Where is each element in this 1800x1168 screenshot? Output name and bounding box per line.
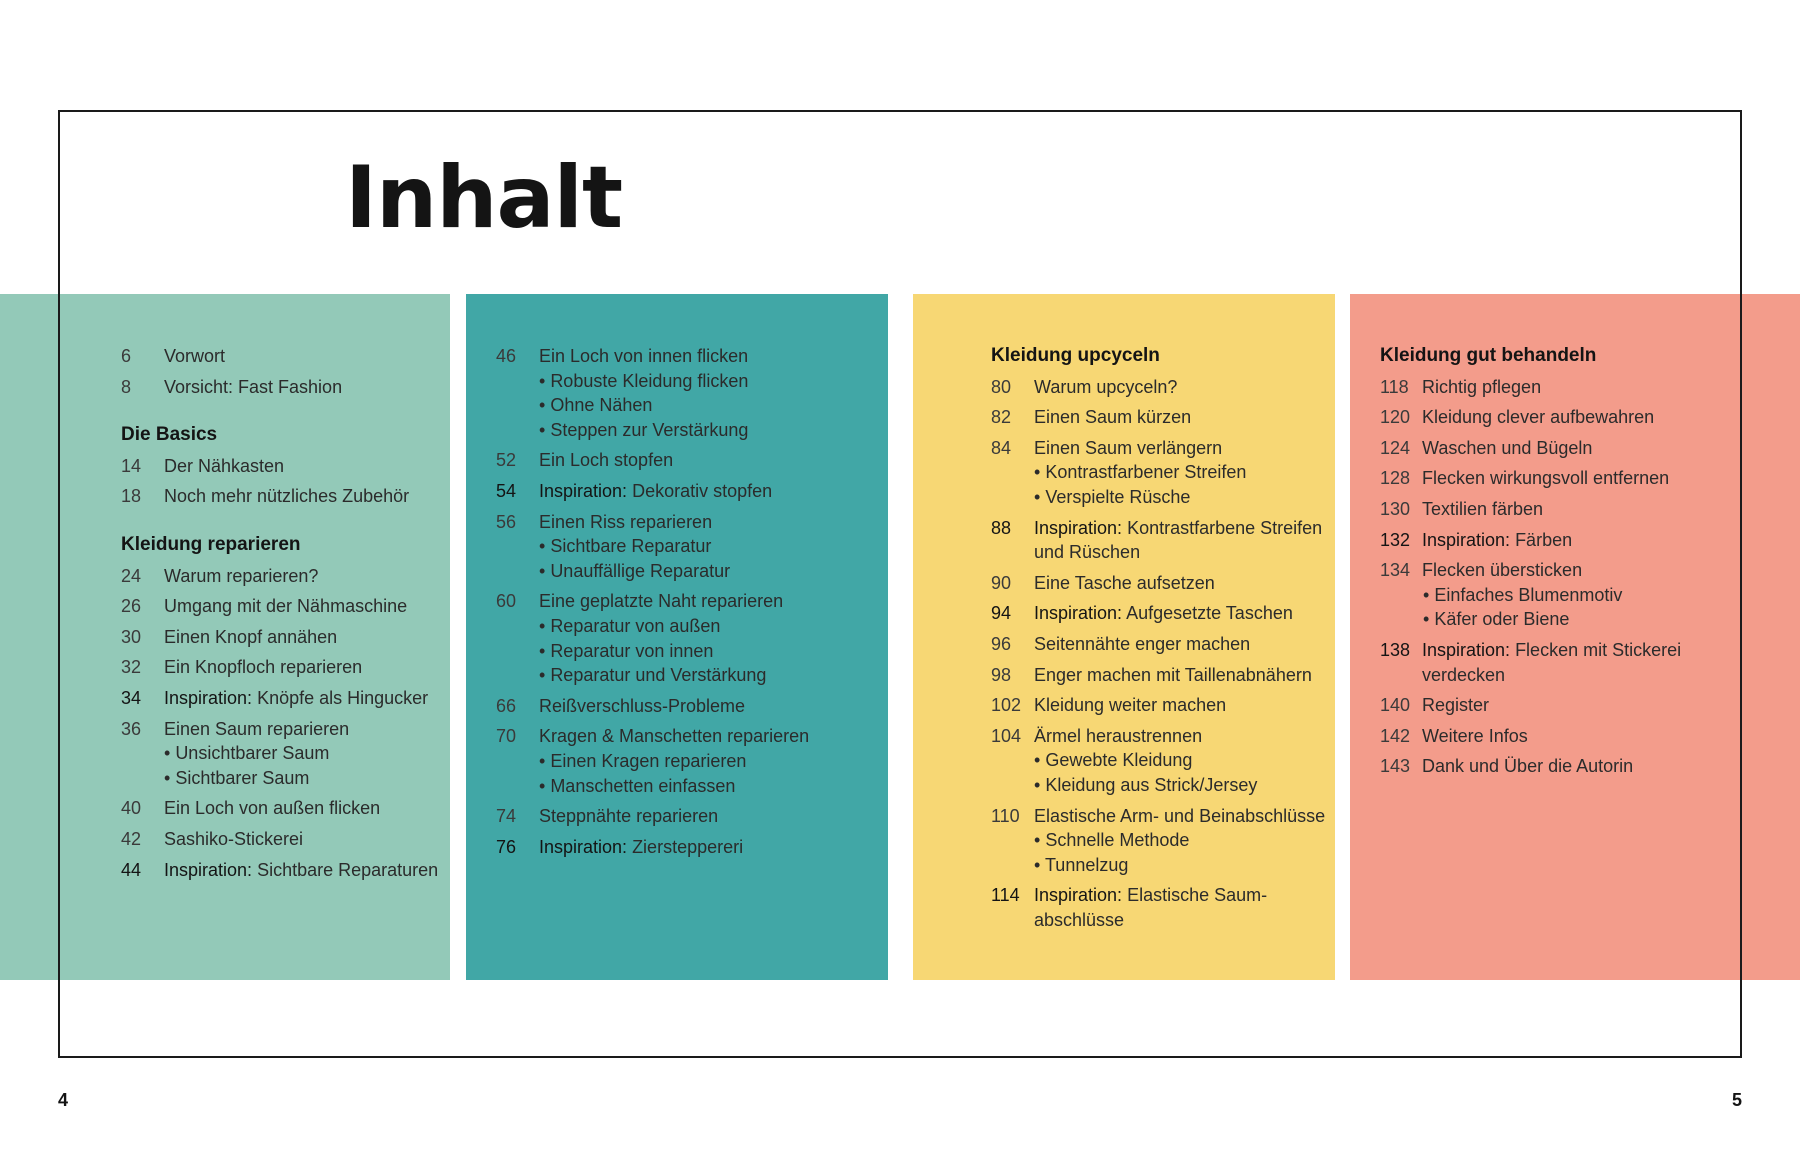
toc-entry[interactable] [496, 479, 881, 504]
sub-entries [496, 534, 881, 583]
page-number: 120 [1380, 407, 1411, 428]
inspiration-label: Inspiration: [539, 836, 628, 857]
entry-title [164, 594, 441, 619]
entry-title [164, 827, 441, 852]
entry-title [1422, 558, 1710, 583]
inspiration-label: Inspiration: [539, 480, 628, 501]
page-number: 134 [1380, 560, 1411, 581]
entry-text: Knöpfe als Hingucker [252, 687, 429, 708]
entry-text: Kleidung clever aufbewahren [1422, 407, 1655, 428]
page-number: 46 [496, 346, 517, 366]
toc-entry[interactable] [496, 448, 881, 473]
toc-entry[interactable] [121, 686, 441, 711]
toc-entry[interactable] [121, 454, 441, 479]
entry-text: Enger machen mit Taillenabnähern [1034, 664, 1312, 685]
sub-entries [496, 614, 881, 688]
section-heading: Kleidung gut behandeln [1380, 345, 1597, 366]
entry-text: Waschen und Bügeln [1422, 437, 1593, 458]
page-number: 76 [496, 836, 517, 857]
toc-column-2 [496, 344, 881, 859]
toc-entry[interactable] [496, 589, 881, 614]
entry-title [1422, 638, 1710, 687]
page-number: 44 [121, 859, 142, 880]
sub-entry[interactable]: • Reparatur von innen [539, 639, 881, 664]
entry-title [539, 694, 881, 719]
inspiration-label: Inspiration: [1034, 517, 1123, 538]
toc-entry[interactable] [121, 625, 441, 650]
toc-panel-3 [913, 294, 1335, 980]
entry-title [1034, 405, 1331, 430]
sub-entries [1380, 583, 1710, 632]
entry-text: Sashiko-Stickerei [164, 828, 304, 849]
page-number-left: 4 [58, 1090, 69, 1110]
toc-entry[interactable] [1380, 497, 1710, 522]
toc-entry[interactable] [1380, 558, 1710, 583]
entry-title [1034, 571, 1331, 596]
toc-entry[interactable] [991, 724, 1331, 749]
toc-entry[interactable] [121, 796, 441, 821]
entry-text: Noch mehr nützliches Zubehör [164, 486, 410, 507]
page-number: 82 [991, 407, 1012, 428]
toc-column-4 [1380, 344, 1710, 779]
toc-entry[interactable] [1380, 528, 1710, 553]
toc-entry[interactable] [121, 594, 441, 619]
entry-title [1422, 693, 1710, 718]
toc-entry[interactable] [1380, 638, 1710, 687]
entry-text: Vorsicht: Fast Fashion [164, 376, 343, 397]
entry-title [164, 858, 441, 883]
page-number: 124 [1380, 437, 1411, 458]
page-number: 70 [496, 726, 517, 747]
page-number: 56 [496, 511, 517, 532]
page-number: 40 [121, 798, 142, 819]
entry-title [1422, 497, 1710, 522]
toc-entry[interactable] [991, 804, 1331, 829]
entry-title [164, 686, 441, 711]
sub-entry[interactable]: • Reparatur und Verstärkung [539, 663, 881, 688]
sub-entry[interactable]: • Gewebte Kleidung [1034, 748, 1331, 773]
page-number: 14 [121, 455, 142, 476]
toc-column-3 [991, 344, 1331, 932]
entry-text: Sichtbare Reparaturen [252, 859, 439, 880]
toc-entry[interactable] [496, 804, 881, 829]
page-number: 110 [991, 805, 1020, 826]
page-number: 132 [1380, 529, 1411, 550]
entry-text: Dank und Über die Autorin [1422, 756, 1634, 777]
sub-entry[interactable]: • Steppen zur Verstärkung [539, 418, 881, 443]
entry-title [539, 344, 881, 369]
entry-text: Einen Saum kürzen [1034, 407, 1192, 428]
toc-entry[interactable] [991, 883, 1331, 932]
entry-text: Ziersteppereri [627, 836, 744, 857]
entry-text: Ein Knopfloch reparieren [164, 657, 363, 678]
inspiration-label: Inspiration: [1034, 885, 1123, 906]
page-number: 34 [121, 687, 142, 708]
entry-title [1034, 724, 1331, 749]
entry-title [164, 564, 441, 589]
sub-entry[interactable]: • Manschetten einfassen [539, 774, 881, 799]
entry-title [164, 655, 441, 680]
page-number: 142 [1380, 725, 1411, 746]
entry-text: Warum reparieren? [164, 565, 319, 586]
toc-column-1 [121, 344, 441, 882]
entry-text: Kleidung weiter machen [1034, 695, 1227, 716]
entry-text: Textilien färben [1422, 498, 1544, 519]
entry-title [1422, 528, 1710, 553]
toc-entry[interactable] [496, 344, 881, 369]
page-number: 52 [496, 450, 517, 471]
entry-title [539, 835, 881, 860]
page-number: 80 [991, 376, 1012, 397]
toc-panel-4 [1350, 294, 1800, 980]
toc-entry[interactable] [991, 632, 1331, 657]
toc-entry[interactable] [991, 693, 1331, 718]
toc-entry[interactable] [121, 655, 441, 680]
toc-entry[interactable] [991, 663, 1331, 688]
entry-text: Einen Saum verlängern [1034, 437, 1223, 458]
inspiration-label: Inspiration: [1034, 603, 1123, 624]
page-number: 102 [991, 695, 1022, 716]
entry-text: Dekorativ stopfen [627, 480, 773, 501]
sub-entries [991, 460, 1331, 509]
page-number: 42 [121, 828, 142, 849]
entry-title [1034, 375, 1331, 400]
toc-entry[interactable] [991, 405, 1331, 430]
entry-text: Register [1422, 695, 1490, 716]
page-number: 118 [1380, 376, 1409, 397]
entry-title [1034, 632, 1331, 657]
entry-title [164, 344, 441, 369]
entry-title [1422, 754, 1710, 779]
toc-entry[interactable] [1380, 754, 1710, 779]
entry-text: Vorwort [164, 346, 226, 366]
toc-entry[interactable] [121, 717, 441, 742]
entry-text: Eine geplatzte Naht reparieren [539, 591, 784, 612]
entry-text: Färben [1510, 529, 1573, 550]
entry-text: Steppnähte reparieren [539, 806, 719, 827]
sub-entry[interactable]: • Sichtbare Reparatur [539, 534, 881, 559]
page-number: 6 [121, 346, 132, 366]
toc-entry[interactable] [991, 601, 1331, 626]
page-number: 130 [1380, 498, 1411, 519]
entry-text: Flecken mit Stickerei verdecken [1422, 639, 1682, 685]
page-number: 24 [121, 565, 142, 586]
page-number: 96 [991, 633, 1012, 654]
toc-entry[interactable] [121, 375, 441, 400]
entry-text: Ein Loch stopfen [539, 450, 674, 471]
toc-panel-1 [0, 294, 450, 980]
entry-text: Ein Loch von innen flicken [539, 346, 749, 366]
toc-entry[interactable] [1380, 693, 1710, 718]
sub-entry[interactable]: • Reparatur von außen [539, 614, 881, 639]
page-number: 36 [121, 718, 142, 739]
entry-title [539, 724, 881, 749]
entry-text: Aufgesetzte Taschen [1122, 603, 1293, 624]
entry-title [1422, 724, 1710, 749]
page-number: 18 [121, 486, 142, 507]
sub-entries [121, 741, 441, 790]
toc-entry[interactable] [1380, 724, 1710, 749]
entry-text: Einen Knopf annähen [164, 626, 338, 647]
toc-entry[interactable] [1380, 375, 1710, 400]
toc-entry[interactable] [496, 510, 881, 535]
section-heading: Kleidung reparieren [121, 533, 301, 555]
entry-text: Richtig pflegen [1422, 376, 1542, 397]
page-number: 140 [1380, 695, 1411, 716]
toc-entry[interactable] [121, 564, 441, 589]
entry-text: Elastische Saum-abschlüsse [1034, 885, 1268, 930]
entry-text: Einen Riss reparieren [539, 511, 713, 532]
page-number: 30 [121, 626, 142, 647]
page-number: 138 [1380, 639, 1411, 660]
toc-entry[interactable] [496, 835, 881, 860]
entry-text: Der Nähkasten [164, 455, 285, 476]
entry-title [164, 484, 441, 509]
entry-title [539, 510, 881, 535]
entry-title [539, 479, 881, 504]
inspiration-label: Inspiration: [1422, 639, 1511, 660]
page-number: 104 [991, 725, 1022, 746]
sub-entry[interactable]: • Kontrastfarbener Streifen [1034, 460, 1331, 485]
sub-entry[interactable]: • Schnelle Methode [1034, 828, 1331, 853]
entry-title [164, 717, 441, 742]
toc-entry[interactable] [496, 694, 881, 719]
inspiration-label: Inspiration: [164, 859, 253, 880]
sub-entry[interactable]: • Einfaches Blumenmotiv [1423, 583, 1710, 608]
page-number: 26 [121, 596, 142, 617]
sub-entries [496, 369, 881, 443]
entry-text: Reißverschluss-Probleme [539, 695, 746, 716]
toc-entry[interactable] [121, 858, 441, 883]
sub-entries [991, 748, 1331, 797]
page-number: 98 [991, 664, 1012, 685]
entry-title [1422, 436, 1710, 461]
entry-title [1034, 663, 1331, 688]
page-number: 60 [496, 591, 517, 612]
sub-entry[interactable]: • Robuste Kleidung flicken [539, 369, 881, 394]
toc-panel-2 [466, 294, 888, 980]
entry-text: Flecken übersticken [1422, 560, 1583, 581]
sub-entries [496, 749, 881, 798]
entry-text: Kontrastfarbene Streifen und Rüschen [1034, 517, 1323, 563]
page-number: 90 [991, 572, 1012, 593]
page-number: 32 [121, 657, 142, 678]
entry-title [164, 454, 441, 479]
entry-text: Ärmel heraustrennen [1034, 725, 1203, 746]
sub-entry[interactable]: • Verspielte Rüsche [1034, 485, 1331, 510]
section-heading: Kleidung upcyceln [991, 345, 1160, 366]
entry-title [164, 796, 441, 821]
sub-entry[interactable]: • Kleidung aus Strick/Jersey [1034, 773, 1331, 798]
page-title: Inhalt [345, 148, 623, 248]
entry-title [164, 375, 441, 400]
sub-entry[interactable]: • Einen Kragen reparieren [539, 749, 881, 774]
sub-entries [991, 828, 1331, 877]
sub-entry[interactable]: • Unsichtbarer Saum [164, 741, 441, 766]
inspiration-label: Inspiration: [164, 687, 253, 708]
page-number: 54 [496, 480, 517, 501]
entry-title [539, 589, 881, 614]
toc-entry[interactable] [1380, 436, 1710, 461]
sub-entry[interactable]: • Tunnelzug [1034, 853, 1331, 878]
toc-entry[interactable] [991, 516, 1331, 565]
entry-text: Seitennähte enger machen [1034, 633, 1251, 654]
toc-entry[interactable] [991, 436, 1331, 461]
entry-title [1422, 466, 1710, 491]
page-number: 84 [991, 437, 1012, 458]
entry-title [164, 625, 441, 650]
entry-text: Kragen & Manschetten reparieren [539, 726, 810, 747]
page-number: 74 [496, 806, 517, 827]
sub-entry[interactable]: • Sichtbarer Saum [164, 766, 441, 791]
page-number: 88 [991, 517, 1012, 538]
page-number: 8 [121, 376, 132, 397]
page-number: 66 [496, 695, 517, 716]
entry-title [1422, 405, 1710, 430]
entry-title [539, 804, 881, 829]
entry-text: Elastische Arm- und Beinabschlüsse [1034, 805, 1326, 826]
page-number: 94 [991, 603, 1012, 624]
page-number: 143 [1380, 756, 1411, 777]
toc-entry[interactable] [496, 724, 881, 749]
entry-text: Weitere Infos [1422, 725, 1528, 746]
toc-entry[interactable] [121, 484, 441, 509]
inspiration-label: Inspiration: [1422, 529, 1511, 550]
entry-text: Warum upcyceln? [1034, 376, 1178, 397]
page-number: 128 [1380, 468, 1411, 489]
sub-entry[interactable]: • Käfer oder Biene [1423, 607, 1710, 632]
toc-entry[interactable] [991, 375, 1331, 400]
entry-text: Einen Saum reparieren [164, 718, 350, 739]
toc-entry[interactable] [1380, 405, 1710, 430]
sub-entry[interactable]: • Unauffällige Reparatur [539, 559, 881, 584]
section-heading: Die Basics [121, 424, 218, 446]
entry-title [1034, 436, 1331, 461]
entry-text: Flecken wirkungsvoll entfernen [1422, 468, 1670, 489]
entry-title [1422, 375, 1710, 400]
entry-title [1034, 883, 1331, 932]
entry-title [1034, 516, 1331, 565]
entry-title [1034, 693, 1331, 718]
entry-title [1034, 601, 1331, 626]
toc-entry[interactable] [991, 571, 1331, 596]
entry-title [539, 448, 881, 473]
page-number: 114 [991, 885, 1020, 906]
entry-text: Umgang mit der Nähmaschine [164, 596, 408, 617]
toc-entry[interactable] [121, 344, 441, 369]
entry-title [1034, 804, 1331, 829]
page-number-right: 5 [1731, 1090, 1742, 1110]
sub-entry[interactable]: • Ohne Nähen [539, 393, 881, 418]
toc-entry[interactable] [121, 827, 441, 852]
toc-entry[interactable] [1380, 466, 1710, 491]
entry-text: Eine Tasche aufsetzen [1034, 572, 1215, 593]
entry-text: Ein Loch von außen flicken [164, 798, 381, 819]
